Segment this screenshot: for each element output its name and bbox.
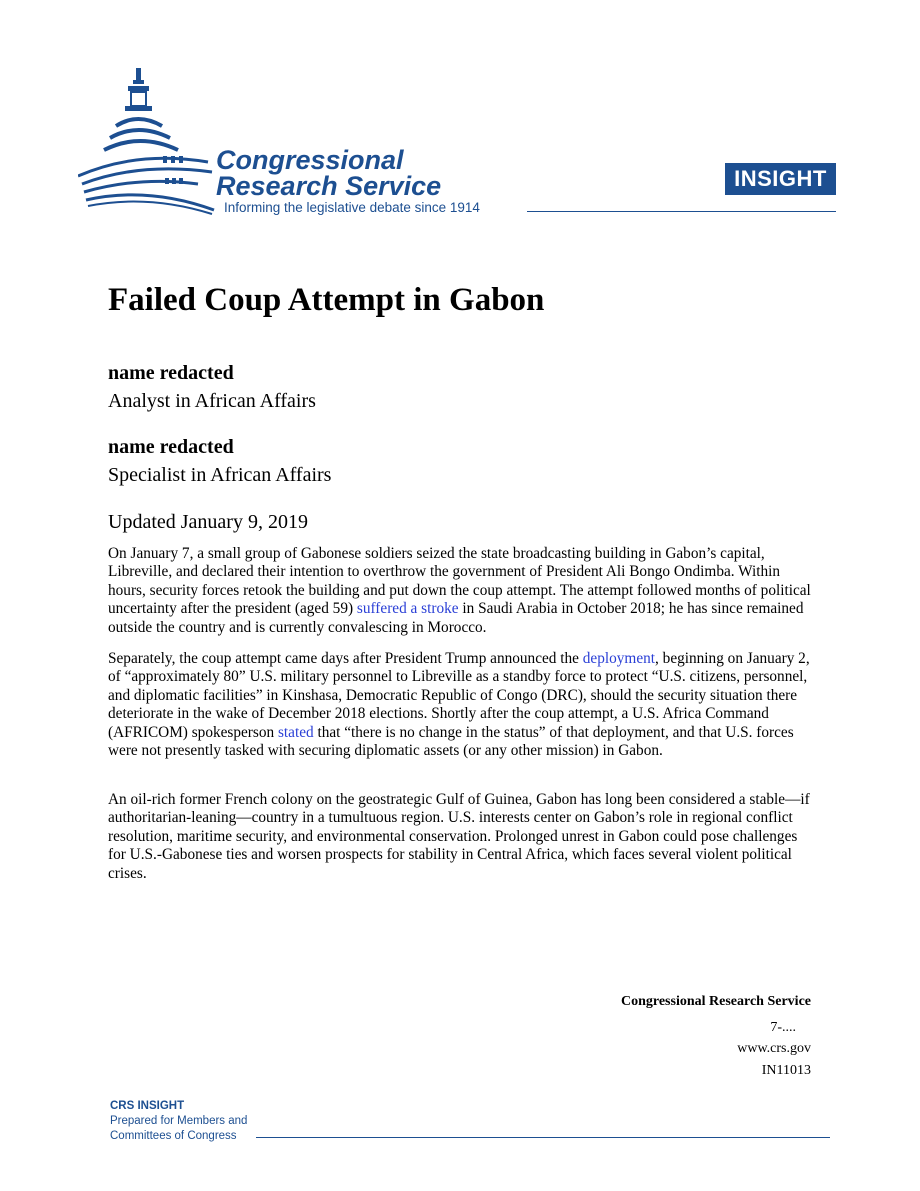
- paragraph-1-text-a: On January 7, a small group of Gabonese soldiers seized the state broadcasting building in Gabon’s capital, Libreville, and declared their intention to overthrow the government of President Ali Bongo Ondimba. Within hours, security forces retook the building and put down the coup attempt. The attempt followed months of political uncertainty after the president (aged 59): [108, 545, 811, 618]
- updated-date: Updated January 9, 2019: [108, 511, 308, 533]
- paragraph-3: An oil-rich former French colony on the geostrategic Gulf of Guinea, Gabon has long been considered a stable—if authoritarian-leaning—country in a tumultuous region. U.S. interests center on Gabon’s role in regional conflict resolution, maritime security, and environmental conservation. Prolonged unrest in Gabon could pose challenges for U.S.-Gabonese ties and worsen prospects for stability in Central Africa, which faces several violent political crises.: [108, 791, 810, 882]
- paragraph-2-text-a: Separately, the coup attempt came days after President Trump announced the: [108, 650, 583, 667]
- tagline-divider: [527, 211, 836, 212]
- footer-product-id: IN11013: [761, 1063, 811, 1078]
- page-title: Failed Coup Attempt in Gabon: [108, 282, 545, 318]
- link-stated[interactable]: stated: [277, 723, 314, 741]
- org-tagline: Informing the legislative debate since 1914: [224, 200, 480, 215]
- author-2-role: Specialist in African Affairs: [108, 464, 332, 486]
- footer-insight-label: CRS INSIGHT: [110, 1100, 185, 1112]
- org-name-line2: Research Service: [216, 171, 442, 201]
- paragraph-2-text-c: that “there is no change in the status” of that deployment, and that U.S. forces were not presently tasked with securing diplomatic assets (or any other mission) in Gabon.: [108, 723, 794, 760]
- author-2-name: name redacted: [108, 436, 234, 458]
- footer-divider: [256, 1137, 830, 1138]
- author-1-name: name redacted: [108, 362, 234, 384]
- paragraph-1: [108, 545, 814, 637]
- paragraph-2: [108, 650, 814, 760]
- paragraph-1-text-b: in Saudi Arabia in October 2018; he has since remained outside the country and is currently convalescing in Morocco.: [108, 600, 804, 636]
- insight-badge: INSIGHT: [725, 163, 836, 195]
- author-1-role: Analyst in African Affairs: [108, 390, 316, 412]
- link-deployment[interactable]: deployment: [582, 650, 656, 667]
- org-name-line1: Congressional: [216, 145, 404, 175]
- footer-phone: 7-....: [770, 1020, 796, 1035]
- footer-prepared-line1: Prepared for Members and: [110, 1115, 248, 1127]
- link-suffered-a-stroke[interactable]: suffered a stroke: [356, 600, 459, 618]
- footer-org-name: Congressional Research Service: [620, 994, 811, 1009]
- capitol-dome-logo-icon: [78, 66, 218, 216]
- footer-website[interactable]: www.crs.gov: [737, 1041, 811, 1056]
- footer-prepared-line2: Committees of Congress: [110, 1130, 237, 1142]
- paragraph-2-text-b: , beginning on January 2, of “approximately 80” U.S. military personnel to Libreville as a standby force to protect “U.S. citizens, personnel, and diplomatic facilities” in Kinshasa, Democratic Republic of Congo (DRC), should the security situation there deteriorate in the wake of December 2018 elections. Shortly after the coup attempt, a U.S. Africa Command (AFRICOM) spokesperson: [108, 650, 810, 741]
- footer-crs-insight: [110, 1099, 247, 1144]
